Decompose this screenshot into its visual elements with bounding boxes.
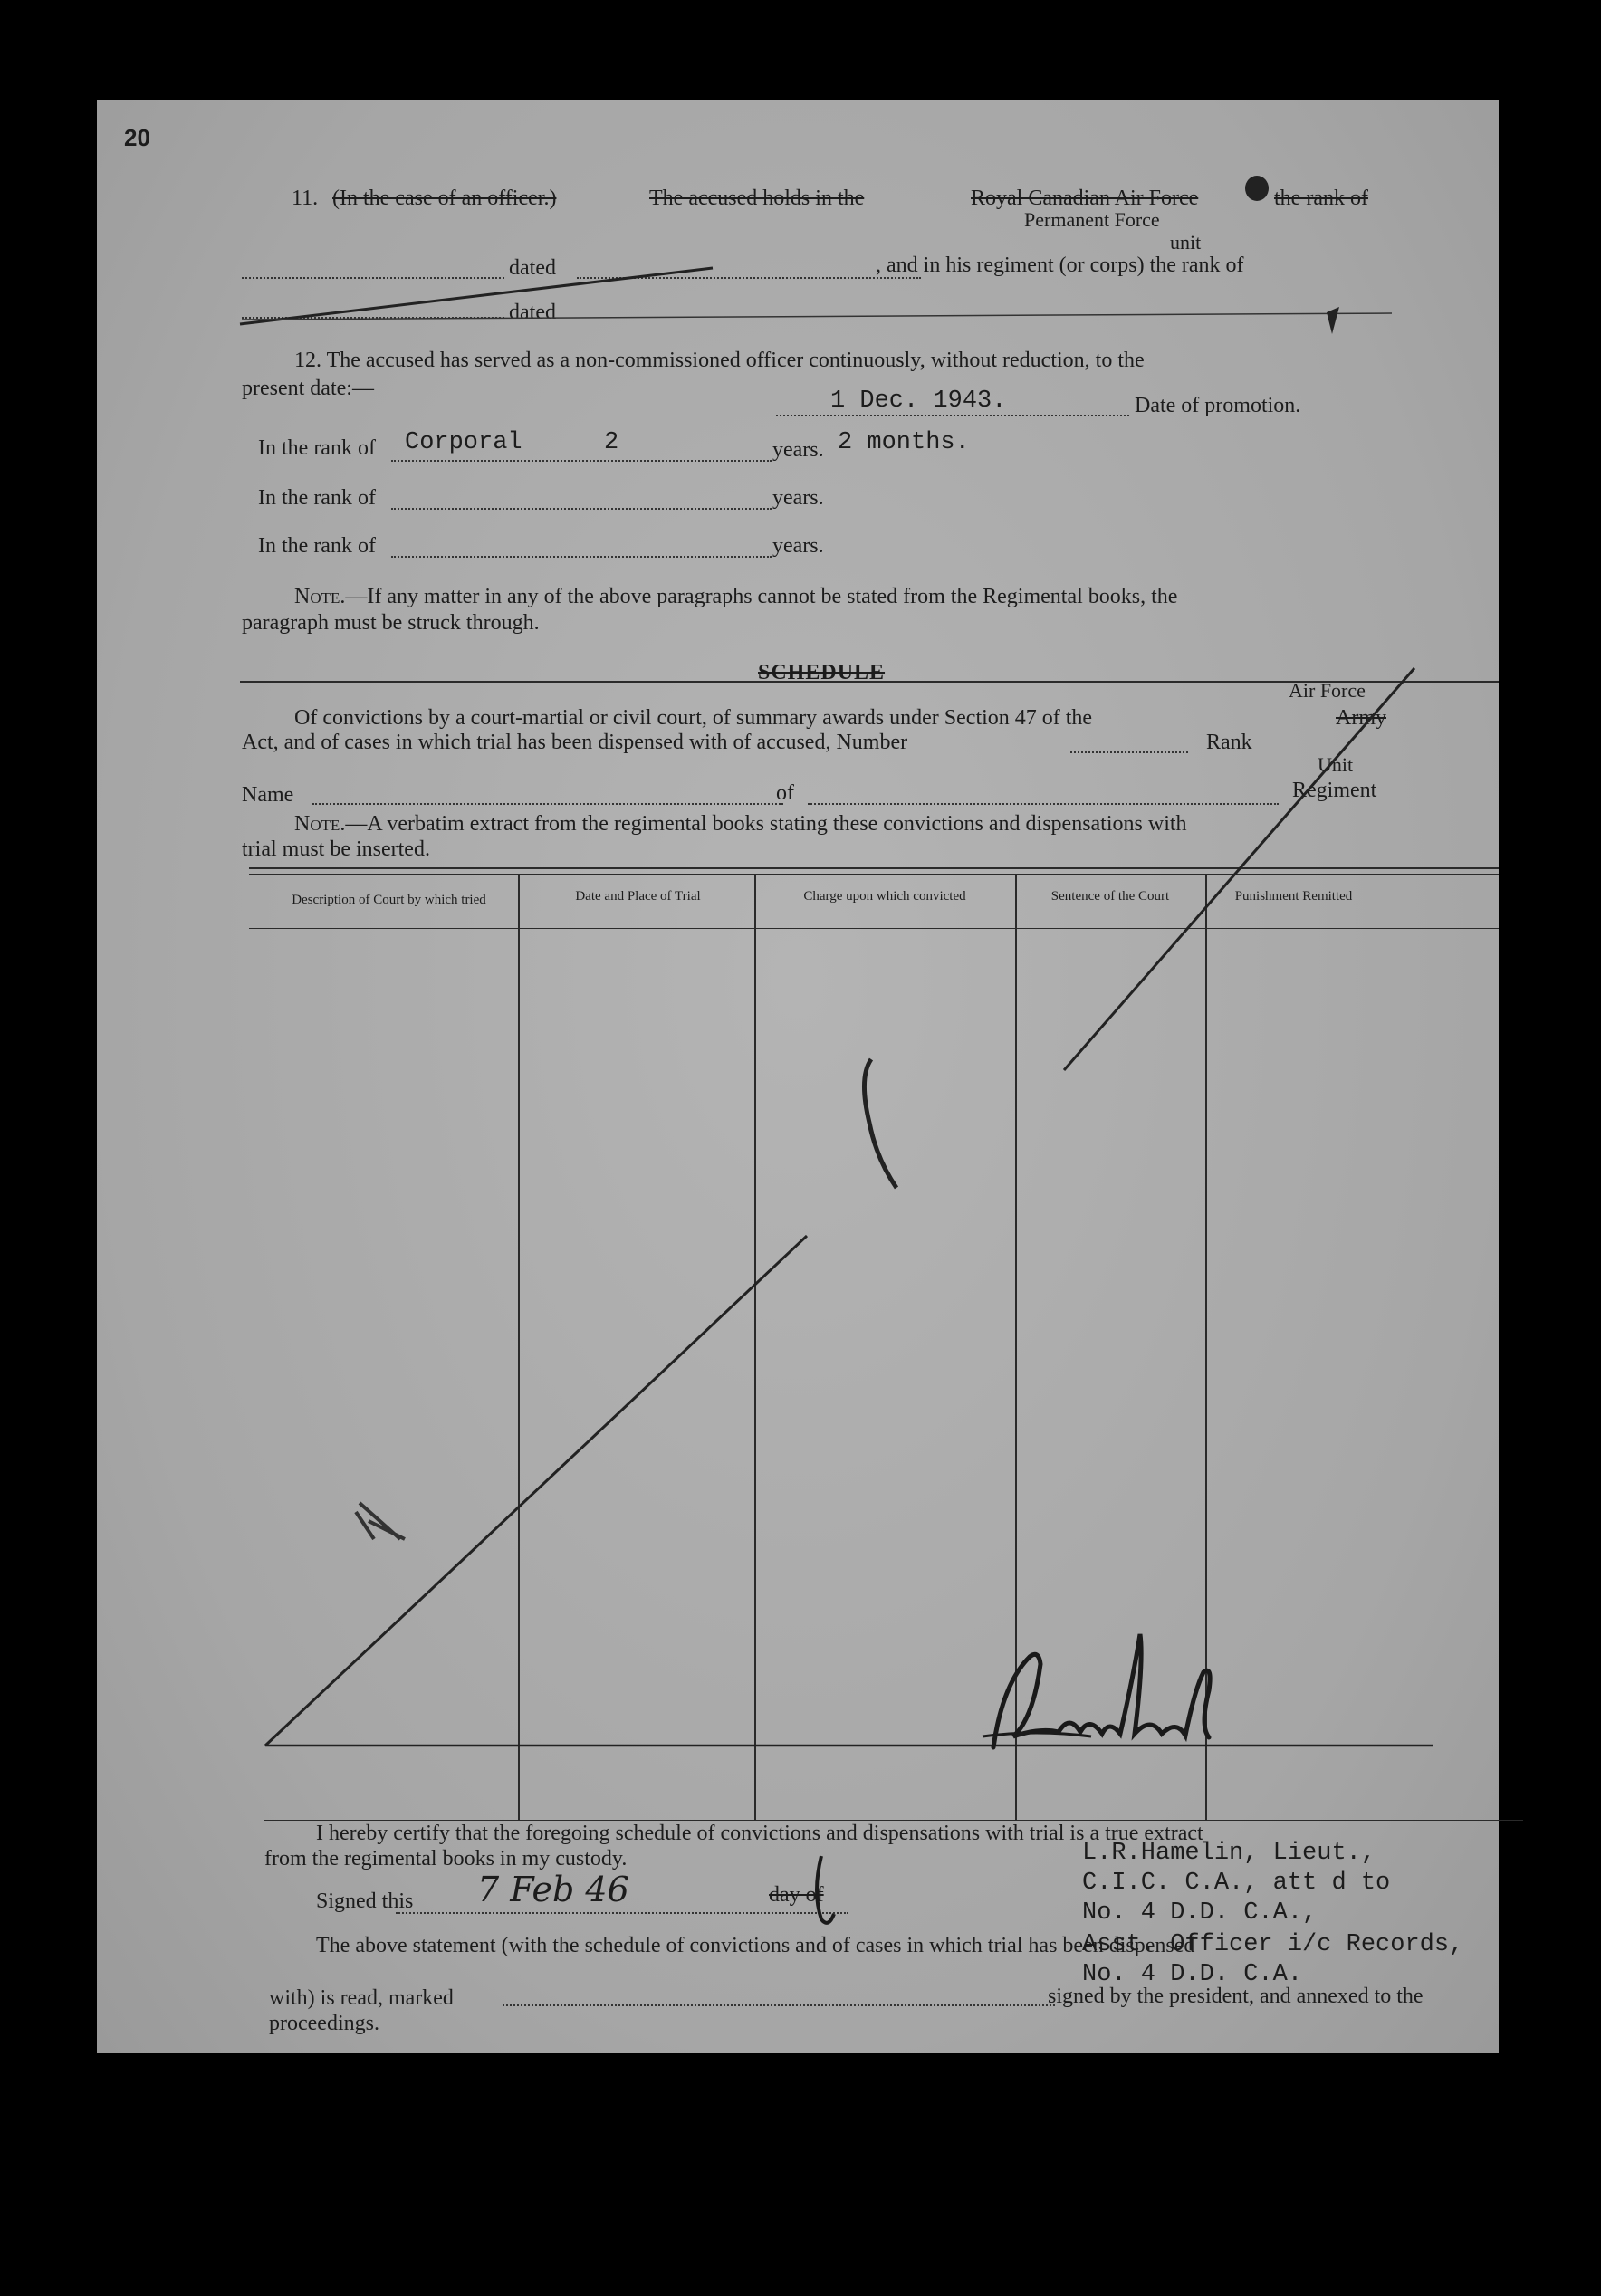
scribble-marks xyxy=(356,1503,405,1539)
statement-line2a: with) is read, marked xyxy=(269,1986,454,2010)
pen-marks xyxy=(97,100,1499,2053)
page-number: 20 xyxy=(124,124,150,151)
signature-underline xyxy=(983,1733,1091,1736)
para11-struck-rank: the rank of xyxy=(1274,187,1368,210)
schedule-insert-air-force: Air Force xyxy=(1289,679,1366,702)
officer-line-1: L.R.Hamelin, Lieut., xyxy=(1082,1840,1376,1867)
para11-regiment-text: , and in his regiment (or corps) the rank of xyxy=(876,254,1244,277)
para11-number: 11. xyxy=(292,187,319,210)
schedule-insert-unit: Unit xyxy=(1318,753,1354,776)
cert-line2: from the regimental books in my custody. xyxy=(264,1847,628,1870)
para12-line1: 12. The accused has served as a non-commissioned officer continuously, without reduction, to the xyxy=(294,349,1145,372)
cert-line1: I hereby certify that the foregoing schedule of convictions and dispensations with trial is a true extract xyxy=(316,1822,1203,1845)
col-punishment-remitted: Punishment Remitted xyxy=(1234,889,1353,904)
rank-row-2-label: In the rank of xyxy=(258,486,376,510)
rank-row-3-years-label: years. xyxy=(772,534,824,558)
signed-this-label: Signed this xyxy=(316,1889,414,1913)
col-sentence-of-court: Sentence of the Court xyxy=(1050,889,1170,904)
schedule-note: Note.—A verbatim extract from the regimental books stating these convictions and dispensations with xyxy=(294,812,1187,836)
rank-row-1-label: In the rank of xyxy=(258,436,376,460)
para11-dated-strike xyxy=(242,313,1392,320)
officer-line-3: No. 4 D.D. C.A., xyxy=(1082,1899,1318,1927)
col-date-and-place: Date and Place of Trial xyxy=(575,889,701,904)
schedule-line2: Act, and of cases in which trial has been dispensed with of accused, Number xyxy=(242,731,908,754)
statement-line2b: signed by the president, and annexed to the xyxy=(1048,1985,1424,2008)
schedule-regiment-label: Regiment xyxy=(1292,779,1377,802)
statement-line3: proceedings. xyxy=(269,2012,379,2035)
para12-note-line2: paragraph must be struck through. xyxy=(242,611,540,635)
schedule-of-label: of xyxy=(776,781,794,805)
para11-insert-permanent: Permanent Force xyxy=(1024,208,1160,231)
para11-struck-intro: (In the case of an officer.) xyxy=(332,187,557,210)
ink-blot xyxy=(1245,176,1269,201)
schedule-heading: SCHEDULE xyxy=(758,661,886,684)
schedule-name-label: Name xyxy=(242,783,294,807)
schedule-rank-label: Rank xyxy=(1206,731,1252,754)
para11-dated: dated xyxy=(509,256,556,280)
para11-insert-unit: unit xyxy=(1170,231,1202,254)
para11-diagonal-strike xyxy=(240,268,713,324)
schedule-note-line2: trial must be inserted. xyxy=(242,837,430,861)
col-description-of-court: Description of Court by which tried xyxy=(292,893,486,907)
table-diagonal-strike xyxy=(265,1236,807,1746)
document-page xyxy=(97,100,1499,2053)
initial-mark xyxy=(817,1856,834,1923)
col-charge-upon-which-convicted: Charge upon which convicted xyxy=(803,889,966,904)
promotion-date: 1 Dec. 1943. xyxy=(830,387,1007,415)
para11-dated2: dated xyxy=(509,301,556,324)
para11-struck-force: Royal Canadian Air Force xyxy=(971,187,1199,210)
schedule-diagonal-strike xyxy=(1064,668,1414,1070)
officer-line-2: C.I.C. C.A., att d to xyxy=(1082,1870,1391,1897)
day-of-label: day of xyxy=(769,1883,824,1907)
schedule-line1: Of convictions by a court-martial or civil court, of summary awards under Section 47 of the xyxy=(294,706,1093,730)
signature xyxy=(993,1634,1210,1747)
rank-row-1-years-label: years. xyxy=(772,438,824,462)
signed-date-handwritten: 7 Feb 46 xyxy=(477,1870,629,1909)
officer-line-5: No. 4 D.D. C.A. xyxy=(1082,1961,1303,1988)
para12-line2: present date:— xyxy=(242,377,374,400)
statement-line1: The above statement (with the schedule of convictions and of cases in which trial has been dispensed xyxy=(316,1934,1195,1957)
rank-row-1-months: 2 months. xyxy=(838,429,970,456)
officer-line-4: Asst. Officer i/c Records, xyxy=(1082,1931,1464,1958)
rank-row-1-years: 2 xyxy=(604,429,619,456)
rank-row-2-years-label: years. xyxy=(772,486,824,510)
handwritten-stroke xyxy=(864,1059,896,1188)
date-of-promotion-label: Date of promotion. xyxy=(1135,394,1301,417)
ink-mark-check xyxy=(1327,307,1339,334)
rank-row-3-label: In the rank of xyxy=(258,534,376,558)
para11-struck-holds: The accused holds in the xyxy=(649,187,865,210)
rank-row-1-rank: Corporal xyxy=(405,429,522,456)
para12-note: Note.—If any matter in any of the above paragraphs cannot be stated from the Regimental books, the xyxy=(294,585,1178,608)
schedule-army: Army xyxy=(1336,706,1386,730)
